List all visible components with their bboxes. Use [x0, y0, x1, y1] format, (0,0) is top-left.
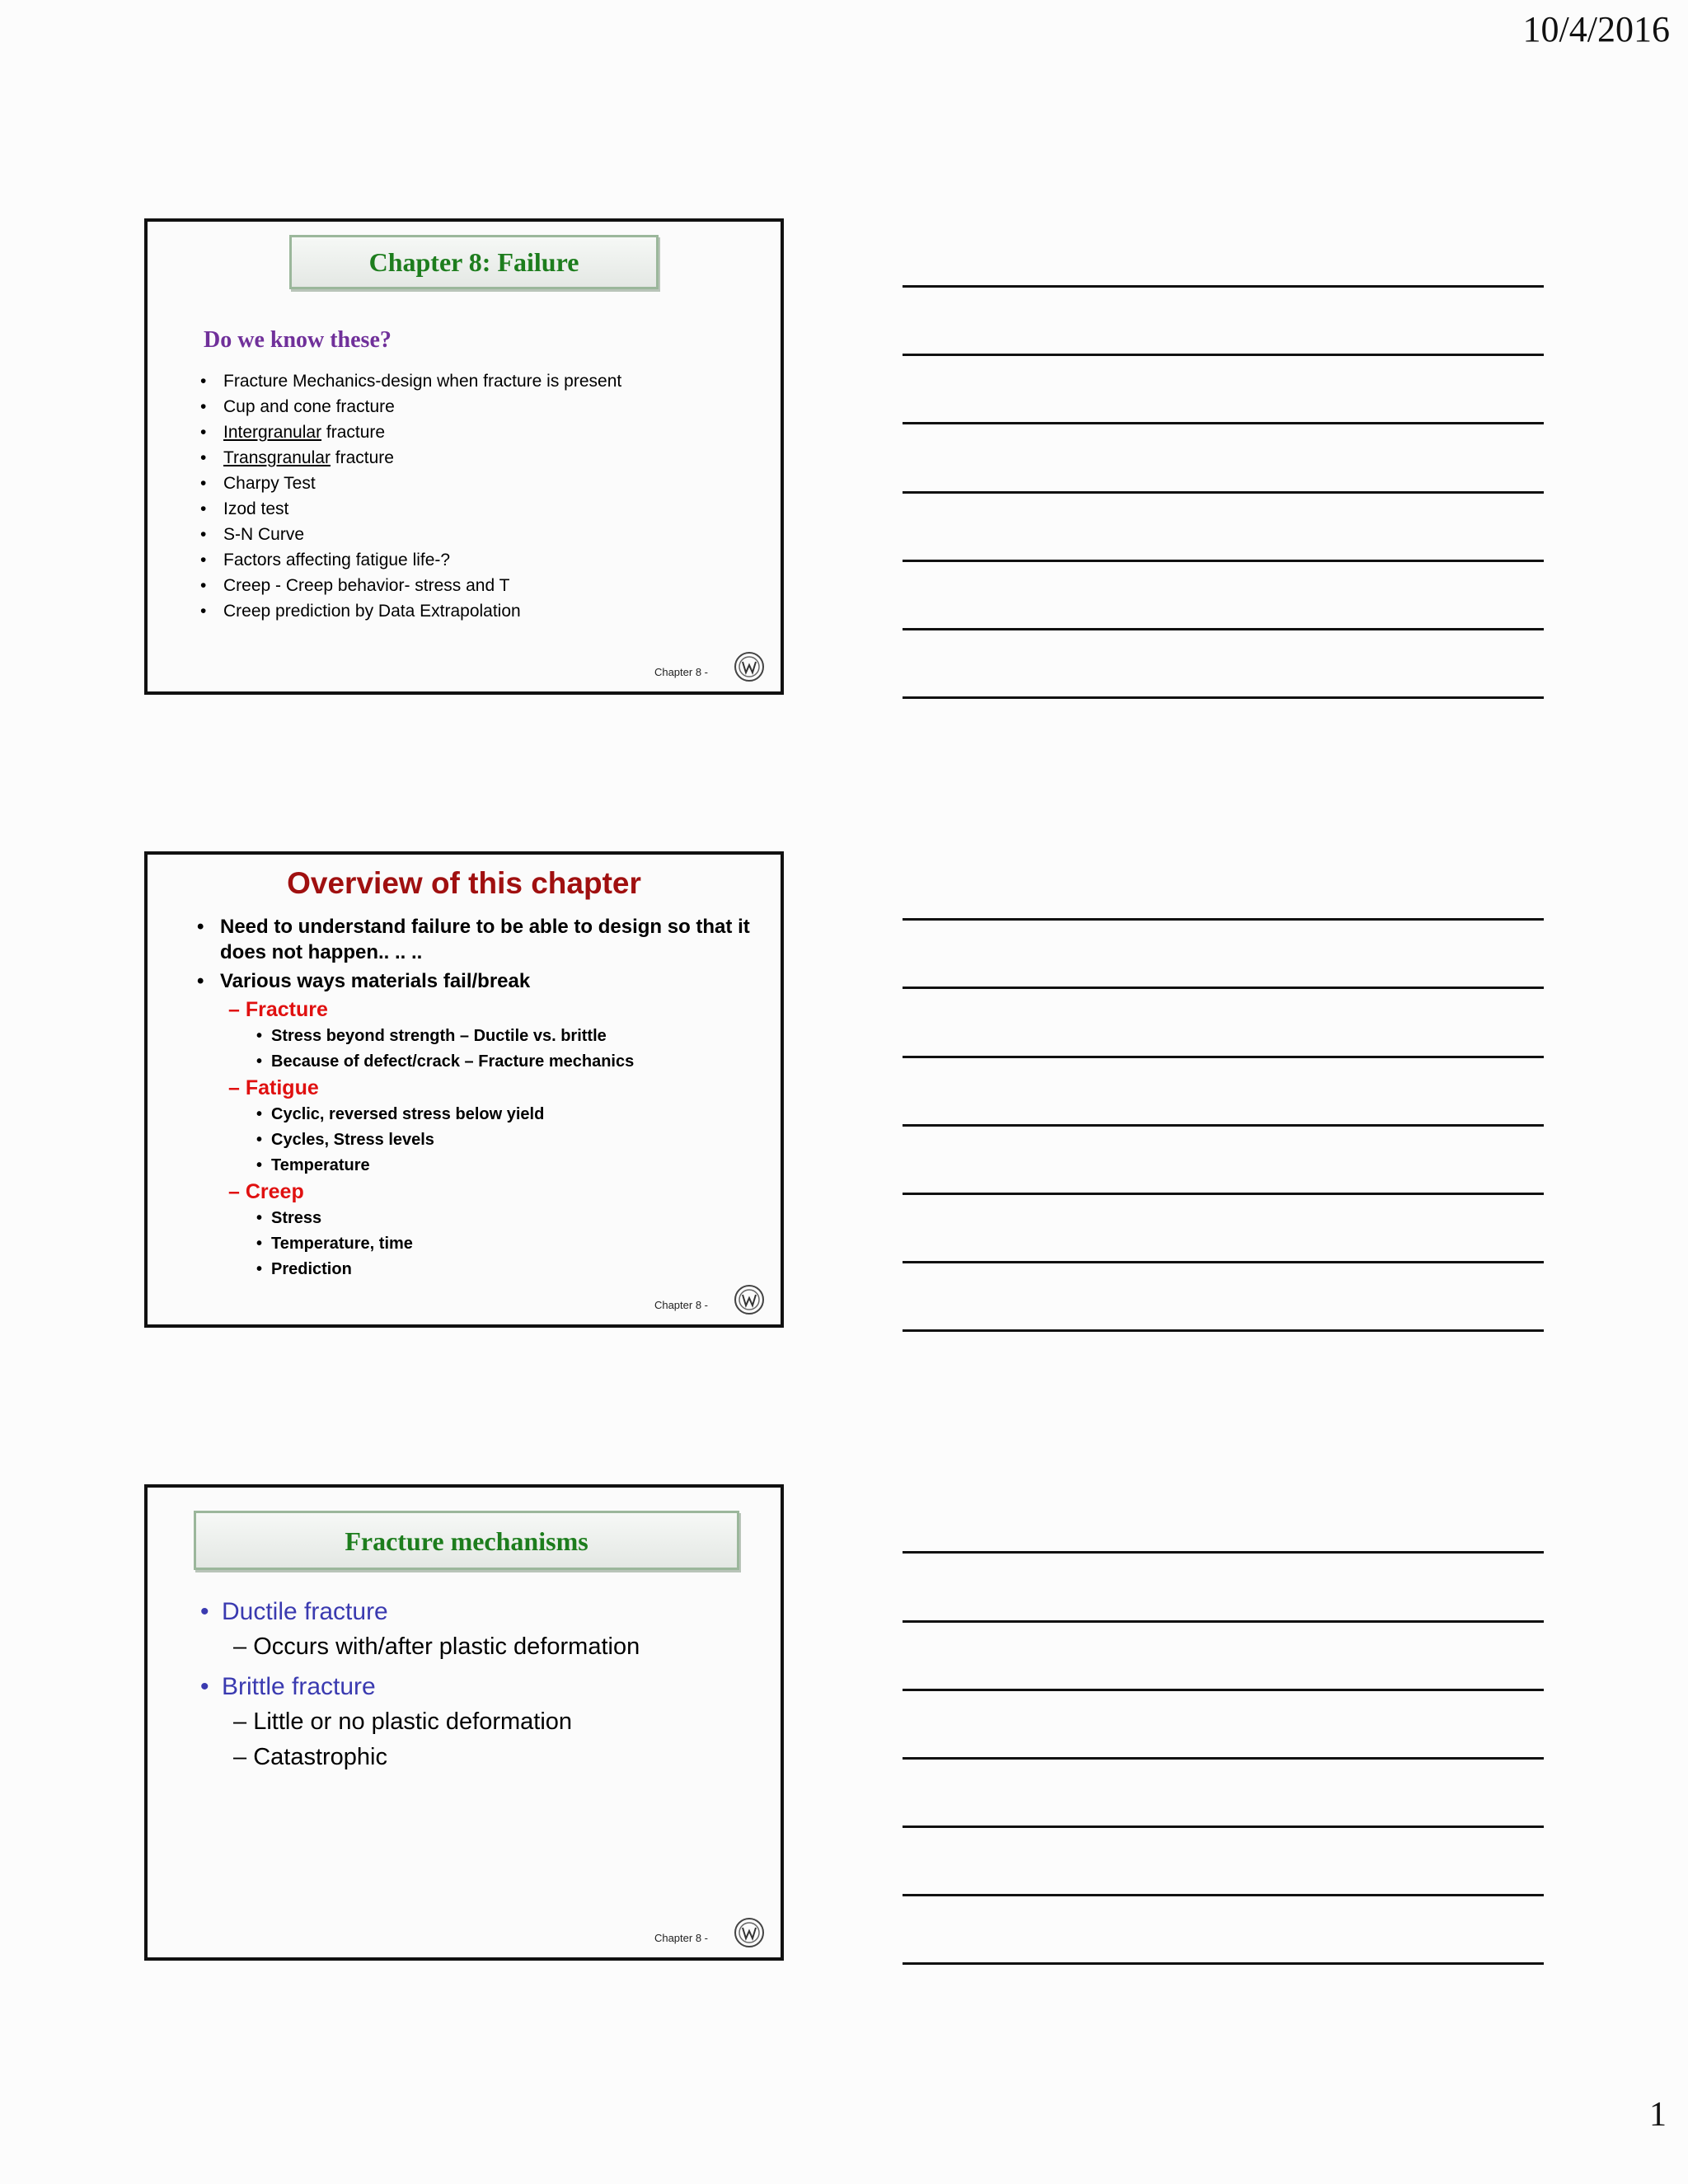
slide-3-title: Fracture mechanisms [194, 1511, 739, 1570]
slide-2-list [195, 914, 756, 994]
note-line [903, 285, 1544, 288]
university-seal-icon [733, 1916, 766, 1949]
list-item: • Transgranular fracture [200, 445, 621, 471]
list-item: • Intergranular fracture [200, 419, 621, 445]
list-item: • Because of defect/crack – Fracture mechanics [255, 1049, 634, 1075]
note-line [903, 1193, 1544, 1195]
list-item: • Prediction [255, 1257, 634, 1282]
slide-1 [144, 218, 784, 695]
slide-2 [144, 851, 784, 1328]
list-item: • Fracture Mechanics-design when fracture is present [200, 368, 621, 394]
list-item: • Temperature [255, 1153, 634, 1179]
list-item: • Cycles, Stress levels [255, 1127, 634, 1153]
list-item: • Cyclic, reversed stress below yield [255, 1102, 634, 1127]
note-line [903, 628, 1544, 630]
list-item: • Temperature, time [255, 1231, 634, 1257]
note-line [903, 1962, 1544, 1965]
note-line [903, 1620, 1544, 1623]
note-line [903, 1825, 1544, 1828]
slide-2-title: Overview of this chapter [287, 866, 641, 900]
list-item: • Stress beyond strength – Ductile vs. brittle [255, 1024, 634, 1049]
group-heading-creep: – Creep [228, 1180, 304, 1203]
slide-1-list [200, 368, 621, 624]
note-line [903, 1124, 1544, 1127]
note-line [903, 354, 1544, 356]
list-item: • Creep prediction by Data Extrapolation [200, 598, 621, 624]
note-line [903, 1329, 1544, 1332]
slide-footer-label: Chapter 8 - [654, 666, 708, 678]
note-line [903, 987, 1544, 989]
slide-footer-label: Chapter 8 - [654, 1932, 708, 1944]
note-line [903, 696, 1544, 699]
slide-3-points [197, 1595, 640, 1775]
note-line [903, 1894, 1544, 1896]
list-item: • Factors affecting fatigue life-? [200, 547, 621, 573]
note-line [903, 560, 1544, 562]
list-item: • Need to understand failure to be able to design so that it does not happen.. .. .. [195, 914, 756, 965]
slide-3 [144, 1484, 784, 1961]
list-item: • Cup and cone fracture [200, 394, 621, 419]
note-line [903, 1551, 1544, 1554]
list-item: • Various ways materials fail/break [195, 968, 756, 994]
page-date: 10/4/2016 [1522, 9, 1670, 49]
list-item: • S-N Curve [200, 522, 621, 547]
slide-1-question: Do we know these? [204, 327, 392, 353]
underlined-term: Intergranular [223, 423, 322, 442]
slide-1-title: Chapter 8: Failure [289, 235, 659, 289]
note-line [903, 1689, 1544, 1691]
sub-point: – Catastrophic [233, 1744, 387, 1770]
sub-point: – Occurs with/after plastic deformation [233, 1633, 640, 1660]
note-line [903, 1757, 1544, 1760]
slide-footer-label: Chapter 8 - [654, 1299, 708, 1311]
note-line [903, 422, 1544, 424]
university-seal-icon [733, 1283, 766, 1316]
note-line [903, 918, 1544, 921]
group-heading-fracture: – Fracture [228, 998, 328, 1021]
university-seal-icon [733, 650, 766, 683]
group-heading-fatigue: – Fatigue [228, 1076, 319, 1099]
note-line [903, 1056, 1544, 1058]
point-ductile: • Ductile fracture [197, 1595, 640, 1629]
point-brittle: • Brittle fracture [197, 1670, 640, 1704]
list-item: • Stress [255, 1206, 634, 1231]
page-number: 1 [1649, 2096, 1667, 2134]
slide-2-groups [228, 996, 634, 1282]
list-item: • Izod test [200, 496, 621, 522]
note-line [903, 1261, 1544, 1263]
note-line [903, 491, 1544, 494]
sub-point: – Little or no plastic deformation [233, 1708, 573, 1735]
list-item: • Creep - Creep behavior- stress and T [200, 573, 621, 598]
underlined-term: Transgranular [223, 448, 331, 467]
list-item: • Charpy Test [200, 471, 621, 496]
